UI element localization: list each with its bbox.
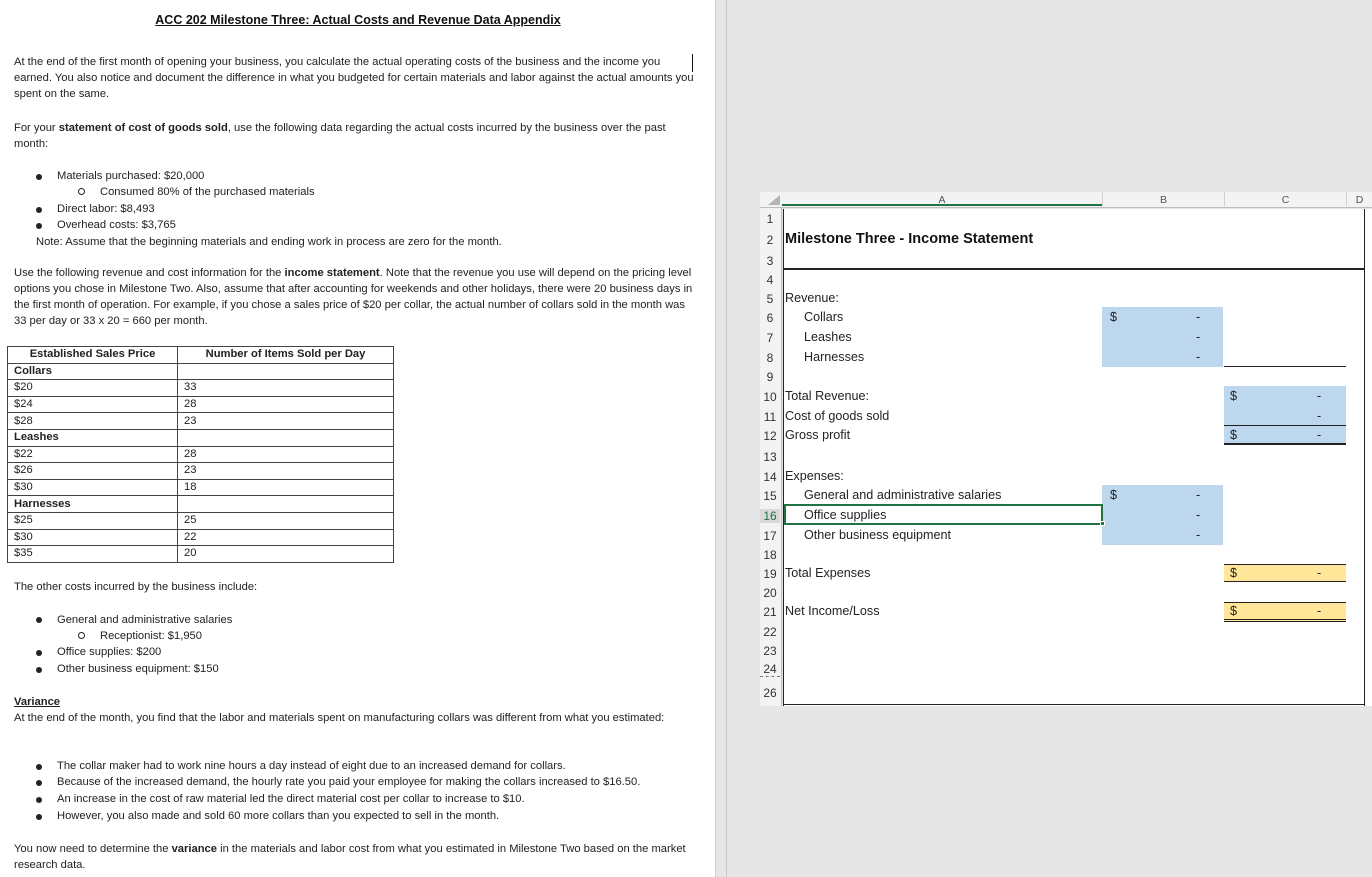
sub-bullet-icon: [78, 188, 85, 195]
office-supplies-label[interactable]: Office supplies: [804, 508, 887, 522]
row-number[interactable]: 23: [763, 644, 777, 658]
variance-item: Because of the increased demand, the hourly rate you paid your employee for making the collars increased to $16.50.: [57, 776, 641, 788]
cell-grid: [783, 209, 1372, 706]
variance-intro: At the end of the month, you find that the labor and materials spent on manufacturing collars was different from what you estimated:: [14, 712, 665, 724]
table-cell: [178, 363, 394, 380]
row-number[interactable]: 10: [763, 390, 777, 404]
row-number[interactable]: 4: [766, 273, 774, 287]
totals-fill: [1224, 386, 1346, 445]
net-income-label[interactable]: Net Income/Loss: [785, 604, 880, 618]
ga-salaries-value[interactable]: -: [1196, 488, 1201, 502]
row-number[interactable]: 19: [763, 567, 777, 581]
row-number[interactable]: 26: [763, 686, 777, 700]
total-revenue-label[interactable]: Total Revenue:: [785, 389, 870, 403]
table-cell: $35: [8, 546, 178, 563]
table-cell: 22: [178, 529, 394, 546]
bullet-icon: [36, 764, 42, 770]
total-expenses-value[interactable]: -: [1317, 566, 1322, 580]
grid-right-border: [1364, 209, 1365, 706]
row-number[interactable]: 20: [763, 586, 777, 600]
other-equipment-value[interactable]: -: [1196, 528, 1201, 542]
row-number[interactable]: 1: [766, 212, 774, 226]
price-table: [7, 346, 394, 563]
total-revenue-value[interactable]: -: [1317, 389, 1322, 403]
bullet-icon: [36, 814, 42, 820]
table-cell: 25: [178, 512, 394, 529]
table-cell: $26: [8, 463, 178, 480]
gross-profit-underline: [1224, 443, 1346, 445]
harnesses-value[interactable]: -: [1196, 350, 1201, 364]
table-cell: $20: [8, 380, 178, 397]
cogs-item: Direct labor: $8,493: [57, 203, 155, 215]
table-cell: 23: [178, 413, 394, 430]
bullet-icon: [36, 617, 42, 623]
table-cell: $30: [8, 529, 178, 546]
cogs-item: Overhead costs: $3,765: [57, 219, 176, 231]
table-row: [8, 413, 394, 430]
column-header-d[interactable]: D: [1346, 192, 1372, 206]
expenses-label[interactable]: Expenses:: [785, 469, 844, 483]
table-row: [8, 396, 394, 413]
text-cursor: [692, 54, 693, 72]
cogs-underline: [1224, 425, 1346, 426]
currency-symbol: $: [1230, 428, 1238, 442]
office-supplies-value[interactable]: -: [1196, 508, 1201, 522]
table-cell: [178, 496, 394, 513]
table-cell: 28: [178, 396, 394, 413]
table-row: [8, 463, 394, 480]
ga-salaries-label[interactable]: General and administrative salaries: [804, 488, 1002, 502]
pane-divider: [726, 0, 727, 877]
currency-symbol: $: [1110, 488, 1118, 502]
category-cell: Collars: [8, 363, 178, 380]
bullet-icon: [36, 780, 42, 786]
bullet-icon: [36, 223, 42, 229]
table-row: [8, 380, 394, 397]
row-number[interactable]: 14: [763, 470, 777, 484]
row-number[interactable]: 8: [766, 351, 774, 365]
total-expenses-fill: [1224, 564, 1346, 582]
variance-item: The collar maker had to work nine hours a day instead of eight due to an increased demand for collars.: [57, 760, 566, 772]
leashes-label[interactable]: Leashes: [804, 330, 852, 344]
harnesses-label[interactable]: Harnesses: [804, 350, 865, 364]
revenue-label[interactable]: Revenue:: [785, 291, 839, 305]
row-number[interactable]: 7: [766, 331, 774, 345]
column-header-b[interactable]: B: [1102, 192, 1224, 206]
net-income-fill: [1224, 602, 1346, 622]
row-number[interactable]: 18: [763, 548, 777, 562]
table-row: [8, 446, 394, 463]
row-number[interactable]: 22: [763, 625, 777, 639]
category-cell: Harnesses: [8, 496, 178, 513]
expense-input-fill: [1102, 485, 1223, 545]
row-number[interactable]: 6: [766, 311, 774, 325]
table-row: [8, 546, 394, 563]
select-all-icon[interactable]: [768, 195, 780, 205]
cogs-value[interactable]: -: [1317, 409, 1322, 423]
variance-item: However, you also made and sold 60 more collars than you expected to sell in the month.: [57, 810, 500, 822]
currency-symbol: $: [1110, 310, 1118, 324]
row-number[interactable]: 24: [760, 662, 780, 677]
row-number[interactable]: 17: [763, 529, 777, 543]
column-header-c[interactable]: C: [1224, 192, 1346, 206]
table-cell: 18: [178, 479, 394, 496]
revenue-underline: [1224, 366, 1346, 367]
row-number[interactable]: 13: [763, 450, 777, 464]
row-number[interactable]: 11: [763, 410, 777, 424]
revenue-input-fill: [1102, 307, 1223, 367]
row-number-selected[interactable]: 16: [760, 509, 780, 523]
table-cell: 33: [178, 380, 394, 397]
row-number[interactable]: 15: [763, 489, 777, 503]
currency-symbol: $: [1230, 604, 1238, 618]
leashes-value[interactable]: -: [1196, 330, 1201, 344]
table-row: [8, 529, 394, 546]
spreadsheet: [760, 192, 1372, 706]
table-row: [8, 429, 394, 446]
variance-item: An increase in the cost of raw material led the direct material cost per collar to increase to $10.: [57, 793, 525, 805]
category-cell: Leashes: [8, 429, 178, 446]
other-equipment-label[interactable]: Other business equipment: [804, 528, 952, 542]
bullet-icon: [36, 650, 42, 656]
header-items-sold: Number of Items Sold per Day: [178, 347, 394, 364]
table-cell: $25: [8, 512, 178, 529]
gross-profit-value[interactable]: -: [1317, 428, 1322, 442]
other-cost-item: Other business equipment: $150: [57, 663, 219, 675]
selected-cell[interactable]: [784, 504, 1103, 525]
total-expenses-label[interactable]: Total Expenses: [785, 566, 871, 580]
other-cost-item: General and administrative salaries: [57, 614, 233, 626]
table-row: [8, 512, 394, 529]
cogs-subitem: Consumed 80% of the purchased materials: [100, 186, 315, 198]
table-cell: 28: [178, 446, 394, 463]
currency-symbol: $: [1230, 389, 1238, 403]
intro-paragraph: At the end of the first month of opening your business, you calculate the actual operating costs of the business and the income you earned. You also notice and document the difference in what you budgeted for certain materials and labor against the actual amounts you spent on the same.: [14, 56, 694, 100]
row-number[interactable]: 2: [766, 233, 774, 247]
table-cell: $22: [8, 446, 178, 463]
collars-value[interactable]: -: [1196, 310, 1201, 324]
table-header-row: [8, 347, 394, 364]
cogs-paragraph: For your statement of cost of goods sold, use the following data regarding the actual costs incurred by the business over the past month:: [14, 122, 666, 150]
table-cell: 20: [178, 546, 394, 563]
bullet-icon: [36, 797, 42, 803]
table-cell: $30: [8, 479, 178, 496]
cogs-note: Note: Assume that the beginning materials and ending work in process are zero for the month.: [36, 236, 502, 248]
final-paragraph: You now need to determine the variance in the materials and labor cost from what you estimated in Milestone Two based on the market research data.: [14, 843, 686, 871]
collars-label[interactable]: Collars: [804, 310, 844, 324]
document-title: ACC 202 Milestone Three: Actual Costs and Revenue Data Appendix: [155, 13, 561, 27]
sub-bullet-icon: [78, 632, 85, 639]
table-cell: 23: [178, 463, 394, 480]
bullet-icon: [36, 174, 42, 180]
variance-heading: Variance: [14, 696, 61, 708]
bullet-icon: [36, 207, 42, 213]
bullet-icon: [36, 667, 42, 673]
column-header-a[interactable]: A: [782, 192, 1102, 206]
other-cost-subitem: Receptionist: $1,950: [100, 630, 202, 642]
fill-handle[interactable]: [1100, 521, 1105, 526]
table-row: [8, 363, 394, 380]
cogs-item: Materials purchased: $20,000: [57, 170, 205, 182]
table-cell: $28: [8, 413, 178, 430]
header-sales-price: Established Sales Price: [8, 347, 178, 364]
grid-left-border: [783, 209, 784, 706]
row-number[interactable]: 9: [766, 370, 774, 384]
income-paragraph: Use the following revenue and cost information for the income statement. Note that the revenue you use will depend on the pricing level options you chose in Milestone Two. Also, assume that after accounting for weekends and other holidays, there were 20 business days in the first month of operation. For example, if you chose a sales price of $20 per collar, the actual number of collars sold in the month was 33 per day or 33 x 20 = 660 per month.: [14, 267, 693, 327]
grid-bottom-border: [783, 704, 1365, 705]
table-cell: $24: [8, 396, 178, 413]
row-number[interactable]: 21: [763, 605, 777, 619]
other-cost-item: Office supplies: $200: [57, 646, 162, 658]
other-costs-intro: The other costs incurred by the business include:: [14, 581, 258, 593]
sheet-title[interactable]: Milestone Three - Income Statement: [785, 231, 1034, 247]
table-row: [8, 496, 394, 513]
title-underline: [783, 268, 1365, 270]
row-number[interactable]: 12: [763, 429, 777, 443]
currency-symbol: $: [1230, 566, 1238, 580]
row-number[interactable]: 3: [766, 254, 774, 268]
net-income-value[interactable]: -: [1317, 604, 1322, 618]
table-cell: [178, 429, 394, 446]
row-number[interactable]: 5: [766, 292, 774, 306]
table-row: [8, 479, 394, 496]
cogs-label[interactable]: Cost of goods sold: [785, 409, 890, 423]
gross-profit-label[interactable]: Gross profit: [785, 428, 851, 442]
